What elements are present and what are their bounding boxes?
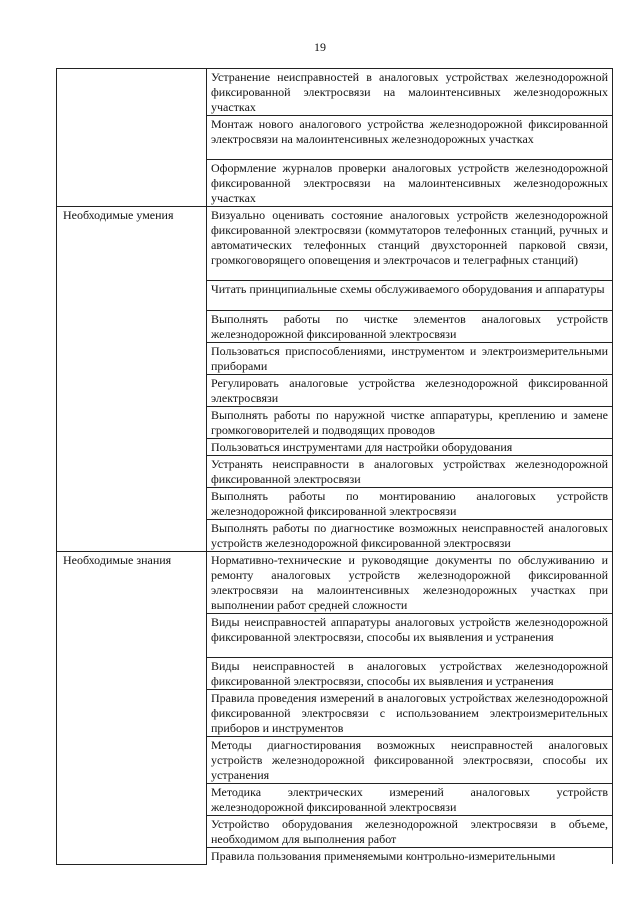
page-number: 19 — [314, 40, 326, 54]
requirement-item: Пользоваться инструментами для настройки оборудования — [207, 439, 613, 456]
section-label: Необходимые умения — [57, 207, 207, 552]
requirement-item: Устранять неисправности в аналоговых устройствах железнодорожной фиксированной электросвязи — [207, 456, 613, 488]
requirement-item: Регулировать аналоговые устройства железнодорожной фиксированной электросвязи — [207, 375, 613, 407]
requirement-item: Выполнять работы по чистке элементов аналоговых устройств железнодорожной фиксированной электросвязи — [207, 311, 613, 343]
requirement-item: Правила проведения измерений в аналоговых устройствах железнодорожной фиксированной электросвязи с использованием электроизмерительных приборов и инструментов — [207, 690, 613, 737]
requirement-item: Выполнять работы по наружной чистке аппаратуры, креплению и замене громкоговорителей и подводящих проводов — [207, 407, 613, 439]
requirement-item: Методы диагностирования возможных неисправностей аналоговых устройств железнодорожной фиксированной электросвязи, способы их устранения — [207, 737, 613, 784]
requirement-item: Выполнять работы по диагностике возможных неисправностей аналоговых устройств железнодорожной фиксированной электросвязи — [207, 520, 613, 552]
section-label: Необходимые знания — [57, 552, 207, 865]
requirement-item: Читать принципиальные схемы обслуживаемого оборудования и аппаратуры — [207, 281, 613, 311]
table-row — [57, 207, 613, 281]
requirement-item: Визуально оценивать состояние аналоговых устройств железнодорожной фиксированной электросвязи (коммутаторов телефонных станций, ручных и автоматических телефонных станций двухсторонней парковой связи, громкоговорящего оповещения и электрочасов и телеграфных станций) — [207, 207, 613, 281]
requirement-item: Виды неисправностей аппаратуры аналоговых устройств железнодорожной фиксированной электросвязи, способы их выявления и устранения — [207, 614, 613, 658]
requirement-item: Нормативно-технические и руководящие документы по обслуживанию и ремонту аналоговых устройств железнодорожной фиксированной электросвязи на малоинтенсивных железнодорожных участках при выполнении работ средней сложности — [207, 552, 613, 614]
requirement-item: Пользоваться приспособлениями, инструментом и электроизмерительными приборами — [207, 343, 613, 375]
competency-table — [56, 68, 613, 865]
requirement-item: Методика электрических измерений аналоговых устройств железнодорожной фиксированной электросвязи — [207, 784, 613, 816]
table-row — [57, 69, 613, 116]
requirement-item: Оформление журналов проверки аналоговых устройств железнодорожной фиксированной электросвязи на малоинтенсивных железнодорожных участках — [207, 160, 613, 207]
competency-table-body — [57, 69, 613, 865]
table-row — [57, 552, 613, 614]
section-label — [57, 69, 207, 207]
requirement-item: Устройство оборудования железнодорожной электросвязи в объеме, необходимом для выполнения работ — [207, 816, 613, 848]
requirement-item: Выполнять работы по монтированию аналоговых устройств железнодорожной фиксированной электросвязи — [207, 488, 613, 520]
requirement-item: Устранение неисправностей в аналоговых устройствах железнодорожной фиксированной электросвязи на малоинтенсивных железнодорожных участках — [207, 69, 613, 116]
requirement-item: Виды неисправностей в аналоговых устройствах железнодорожной фиксированной электросвязи, способы их выявления и устранения — [207, 658, 613, 690]
requirement-item: Монтаж нового аналогового устройства железнодорожной фиксированной электросвязи на малоинтенсивных железнодорожных участках — [207, 116, 613, 160]
requirement-item: Правила пользования применяемыми контрольно-измерительными — [207, 848, 613, 865]
